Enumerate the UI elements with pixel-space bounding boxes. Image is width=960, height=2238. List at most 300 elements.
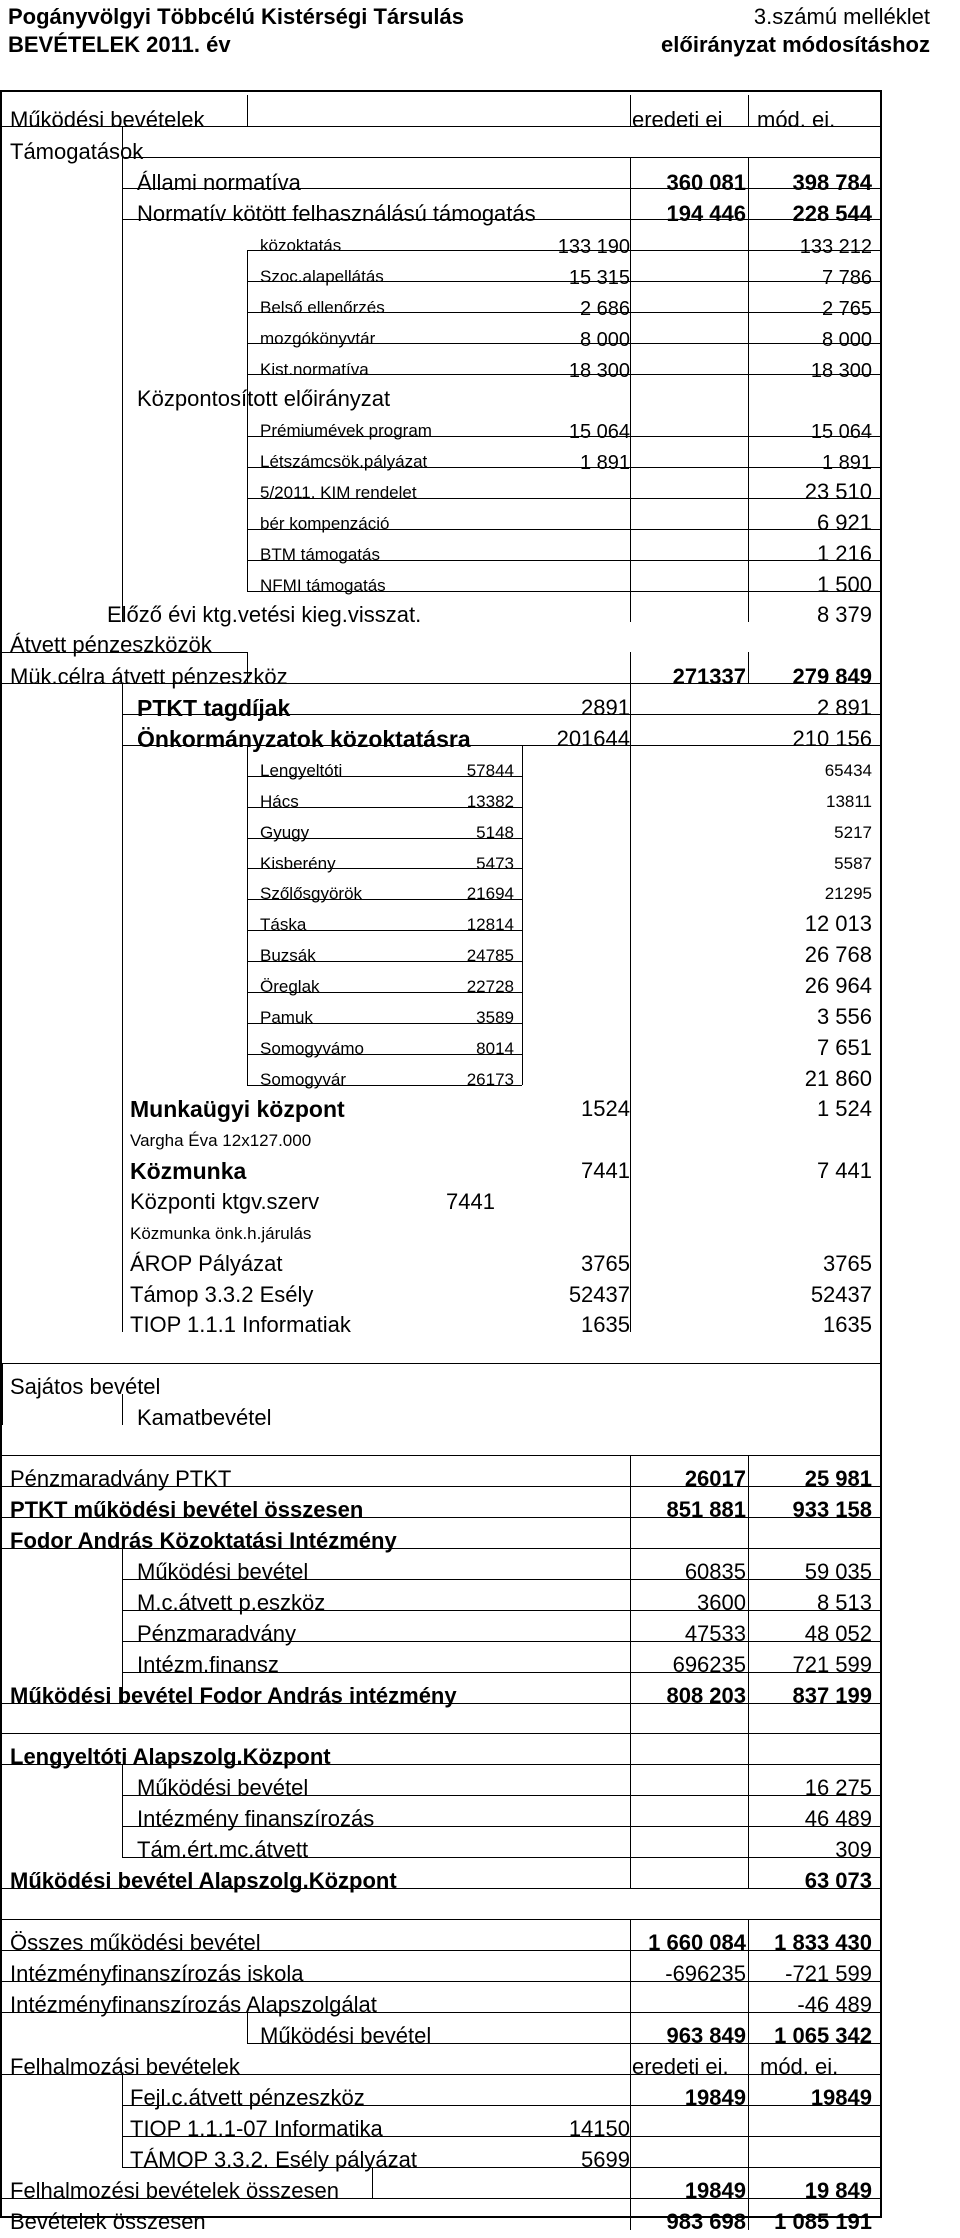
grid-line-v — [748, 157, 749, 622]
grid-line-h — [247, 281, 882, 282]
label-cell: Állami normatíva — [137, 170, 301, 195]
document-subtitle: előirányzat módosításhoz — [661, 32, 930, 57]
table-row — [2, 2052, 882, 2083]
table-row — [2, 786, 882, 817]
label-cell: Központosított előirányzat — [137, 386, 391, 411]
table-row — [2, 1495, 882, 1526]
organization-name: Pogányvölgyi Többcélú Kistérségi Társulás — [8, 4, 465, 29]
value-cell: 26173 — [466, 1070, 514, 1089]
label-cell: Kist.normatíva — [260, 360, 369, 379]
label-cell: Pénzmaradvány PTKT — [10, 1466, 232, 1491]
label-cell: Közmunka — [130, 1158, 247, 1184]
grid-line-h — [122, 219, 882, 220]
value-cell: 7 786 — [821, 267, 872, 289]
label-cell: Összes működési bevétel — [10, 1930, 261, 1955]
value-cell: 26017 — [684, 1466, 746, 1491]
table-row — [2, 1959, 882, 1990]
label-cell: Működési bevétel — [137, 1559, 309, 1584]
label-cell: Támop 3.3.2 Esély — [130, 1282, 314, 1307]
label-cell: Pamuk — [260, 1008, 313, 1027]
value-cell: 13382 — [466, 792, 514, 811]
table-row — [2, 2145, 882, 2176]
value-cell: 808 203 — [666, 1683, 746, 1708]
value-cell: 15 315 — [568, 267, 630, 289]
grid-line-v — [247, 745, 248, 1085]
value-cell: 57844 — [466, 761, 514, 780]
value-cell: 18 300 — [568, 360, 630, 382]
table-row — [2, 1990, 882, 2021]
value-cell: 7441 — [446, 1189, 495, 1214]
grid-line-v — [247, 652, 248, 683]
label-cell: Intézmény finanszírozás — [137, 1806, 375, 1831]
table-row — [2, 261, 882, 292]
grid-line-h — [247, 374, 882, 375]
grid-line-v — [748, 95, 749, 126]
table-row — [2, 878, 882, 909]
label-cell: Önkormányzatok közoktatásra — [137, 726, 471, 752]
label-cell: Támogatások — [10, 139, 144, 164]
table-row — [2, 1773, 882, 1804]
table-row — [2, 755, 882, 786]
grid-line-h — [247, 992, 522, 993]
label-cell: Felhalmozási bevételek — [10, 2054, 240, 2079]
grid-line-h — [247, 776, 522, 777]
grid-line-h — [247, 807, 522, 808]
grid-line-v — [630, 1455, 631, 1888]
label-cell: Tám.ért.mc.átvett — [137, 1837, 309, 1862]
value-cell: 63 073 — [804, 1868, 872, 1893]
value-cell: 398 784 — [792, 170, 872, 195]
label-cell: Vargha Éva 12x127.000 — [130, 1131, 312, 1150]
value-cell: 25 981 — [804, 1466, 872, 1491]
grid-line-h — [247, 591, 882, 592]
value-cell: 3765 — [823, 1251, 872, 1276]
value-cell: 5699 — [581, 2147, 630, 2172]
grid-line-h — [247, 1054, 522, 1055]
table-row — [2, 1650, 882, 1681]
value-cell: 837 199 — [792, 1683, 872, 1708]
grid-line-h — [2, 1950, 882, 1951]
value-cell: 1 891 — [821, 452, 872, 474]
label-cell: eredeti ei. — [632, 2054, 729, 2079]
label-cell: Működési bevétel Alapszolg.Központ — [10, 1868, 397, 1893]
table-row — [2, 2207, 882, 2238]
grid-line-v — [247, 95, 248, 126]
value-cell: 851 881 — [666, 1497, 746, 1522]
table-row — [2, 1557, 882, 1588]
grid-line-h — [122, 157, 882, 158]
value-cell: -46 489 — [797, 1992, 872, 2017]
value-cell: 983 698 — [666, 2209, 746, 2234]
value-cell: 228 544 — [792, 201, 872, 226]
value-cell: 1 524 — [816, 1096, 872, 1121]
label-cell: TIOP 1.1.1 Informatiak — [130, 1312, 351, 1337]
label-cell: Központi ktgv.szerv — [130, 1189, 320, 1214]
label-cell: BTM támogatás — [260, 545, 380, 564]
grid-line-h — [247, 436, 882, 437]
table-row — [2, 971, 882, 1002]
label-cell: Fodor András Közoktatási Intézmény — [10, 1528, 397, 1553]
label-cell: Kamatbevétel — [137, 1405, 272, 1430]
label-cell: Öreglak — [260, 977, 320, 996]
label-cell: ÁROP Pályázat — [130, 1251, 283, 1276]
value-cell: 194 446 — [666, 201, 746, 226]
grid-line-h — [247, 838, 522, 839]
label-cell: Felhalmozési bevételek összesen — [10, 2178, 339, 2203]
value-cell: 279 849 — [792, 664, 872, 689]
label-cell: Működési bevételek — [10, 107, 205, 132]
table-row — [2, 1187, 882, 1218]
grid-line-v — [748, 1455, 749, 1888]
label-cell: Munkaügyi központ — [130, 1096, 345, 1122]
value-cell: 52437 — [810, 1282, 872, 1307]
label-cell: Táska — [260, 915, 307, 934]
value-cell: 933 158 — [792, 1497, 872, 1522]
value-cell: 3589 — [476, 1008, 514, 1027]
grid-line-h — [247, 312, 882, 313]
label-cell: Pénzmaradvány — [137, 1621, 296, 1646]
table-row — [2, 1403, 882, 1434]
grid-line-h — [122, 1795, 882, 1796]
table-row — [2, 168, 882, 199]
value-cell: 696235 — [672, 1652, 746, 1677]
value-cell: 24785 — [466, 946, 514, 965]
table-row — [2, 1681, 882, 1712]
value-cell: 12 013 — [804, 911, 872, 936]
grid-line-v — [2, 1363, 3, 1425]
value-cell: 210 156 — [792, 726, 872, 751]
grid-line-h — [247, 560, 882, 561]
grid-line-v — [122, 683, 123, 1332]
label-cell: mód. ei. — [760, 2054, 839, 2079]
table-row — [2, 1156, 882, 1187]
grid-line-h — [2, 2012, 882, 2013]
grid-line-v — [630, 652, 631, 1332]
table-row — [2, 539, 882, 570]
table-row — [2, 2083, 882, 2114]
grid-line-h — [2, 1733, 882, 1734]
value-cell: 19849 — [684, 2085, 746, 2110]
label-cell: mozgókönyvtár — [260, 329, 376, 348]
table-row — [2, 415, 882, 446]
grid-line-h — [122, 745, 882, 746]
value-cell: 1 833 430 — [774, 1930, 872, 1955]
table-row — [2, 1002, 882, 1033]
label-cell: Belső ellenőrzés — [260, 298, 385, 317]
table-row — [2, 848, 882, 879]
table-row — [2, 724, 882, 755]
grid-line-h — [2, 652, 247, 653]
value-cell: 8 379 — [816, 602, 872, 627]
value-cell: 8 000 — [579, 329, 630, 351]
label-cell: Működési bevétel — [137, 1775, 309, 1800]
value-cell: 23 510 — [804, 479, 872, 504]
value-cell: 21295 — [824, 884, 872, 903]
value-cell: 5148 — [476, 823, 514, 842]
value-cell: 65434 — [824, 761, 872, 780]
value-cell: 3765 — [581, 1251, 630, 1276]
annex-label: 3.számú melléklet — [753, 4, 930, 29]
grid-line-v — [122, 1764, 123, 1857]
label-cell: Működési bevétel — [260, 2023, 432, 2048]
value-cell: 13811 — [825, 792, 872, 811]
value-cell: 2891 — [581, 695, 630, 720]
label-cell: Hács — [260, 792, 299, 811]
grid-line-h — [247, 2043, 882, 2044]
label-cell: Prémiumévek program — [260, 421, 432, 440]
value-cell: 26 964 — [804, 973, 872, 998]
grid-line-h — [247, 899, 522, 900]
value-cell: 19 849 — [804, 2178, 872, 2203]
table-row — [2, 570, 882, 601]
document-title: BEVÉTELEK 2011. év — [8, 32, 231, 57]
table-row — [2, 2176, 882, 2207]
value-cell: 7441 — [581, 1158, 630, 1183]
grid-line-v — [372, 2167, 373, 2198]
value-cell: 52437 — [568, 1282, 630, 1307]
label-cell: Fejl.c.átvett pénzeszköz — [130, 2085, 365, 2110]
value-cell: 1 500 — [816, 572, 872, 597]
table-row — [2, 354, 882, 385]
value-cell: 60835 — [684, 1559, 746, 1584]
value-cell: 15 064 — [810, 421, 872, 443]
label-cell: TIOP 1.1.1-07 Informatika — [130, 2116, 383, 2141]
grid-line-h — [247, 467, 882, 468]
value-cell: 5587 — [834, 854, 872, 873]
label-cell: Létszámcsök.pályázat — [260, 452, 428, 471]
table-row — [2, 446, 882, 477]
grid-line-h — [122, 1579, 882, 1580]
table-row — [2, 600, 882, 631]
value-cell: 1635 — [581, 1312, 630, 1337]
value-cell: 1635 — [823, 1312, 872, 1337]
label-cell: bér kompenzáció — [260, 514, 390, 533]
table-row — [2, 817, 882, 848]
value-cell: 3 556 — [816, 1004, 872, 1029]
value-cell: 8 000 — [821, 329, 872, 351]
table-row — [2, 1218, 882, 1249]
value-cell: 2 891 — [816, 695, 872, 720]
table-row — [2, 1280, 882, 1311]
label-cell: Átvett pénzeszközök — [10, 632, 212, 657]
label-cell: NFMI támogatás — [260, 576, 386, 595]
value-cell: 12814 — [466, 915, 514, 934]
label-cell: Előző évi ktg.vetési kieg.visszat. — [107, 602, 422, 627]
grid-line-h — [2, 2198, 882, 2199]
grid-line-h — [247, 498, 882, 499]
value-cell: 19849 — [684, 2178, 746, 2203]
grid-line-h — [2, 1764, 882, 1765]
value-cell: 2 765 — [821, 298, 872, 320]
grid-line-h — [247, 930, 522, 931]
table-row — [2, 1094, 882, 1125]
grid-line-h — [2, 1517, 882, 1518]
value-cell: 59 035 — [804, 1559, 872, 1584]
table-row — [2, 1033, 882, 1064]
value-cell: 26 768 — [804, 942, 872, 967]
label-cell: Gyugy — [260, 823, 310, 842]
grid-line-h — [2, 126, 882, 127]
label-cell: eredeti ei — [632, 107, 723, 132]
value-cell: 5217 — [834, 823, 872, 842]
value-cell: 360 081 — [666, 170, 746, 195]
table-row — [2, 2114, 882, 2145]
table-row — [2, 1835, 882, 1866]
value-cell: 6 921 — [816, 510, 872, 535]
value-cell: -721 599 — [785, 1961, 872, 1986]
table-row — [2, 909, 882, 940]
table-row — [2, 1125, 882, 1156]
label-cell: 5/2011. KIM rendelet — [260, 483, 417, 502]
value-cell: 1 085 191 — [774, 2209, 872, 2234]
value-cell: 1 065 342 — [774, 2023, 872, 2048]
table-row — [2, 384, 882, 415]
value-cell: 3600 — [697, 1590, 746, 1615]
grid-line-h — [247, 1023, 522, 1024]
grid-line-h — [247, 250, 882, 251]
grid-line-h — [122, 714, 882, 715]
label-cell: Lengyeltóti Alapszolg.Központ — [10, 1744, 331, 1769]
value-cell: 271337 — [672, 664, 746, 689]
table-row — [2, 1866, 882, 1897]
grid-line-v — [247, 2012, 248, 2043]
grid-line-h — [2, 1981, 882, 1982]
value-cell: 201644 — [556, 726, 630, 751]
label-cell: PTKT tagdíjak — [137, 695, 291, 721]
grid-line-v — [247, 250, 248, 591]
value-cell: 721 599 — [792, 1652, 872, 1677]
table-row — [2, 323, 882, 354]
table-row — [2, 1064, 882, 1095]
grid-line-h — [2, 1888, 882, 1889]
table-row — [2, 1804, 882, 1835]
label-cell: Szőlősgyörök — [260, 884, 363, 903]
label-cell: Intézm.finansz — [137, 1652, 279, 1677]
grid-line-h — [122, 1826, 882, 1827]
label-cell: Intézményfinanszírozás iskola — [10, 1961, 304, 1986]
grid-line-h — [122, 1641, 882, 1642]
grid-line-h — [2, 1486, 882, 1487]
grid-line-h — [2, 2074, 882, 2075]
value-cell: 47533 — [684, 1621, 746, 1646]
value-cell: 22728 — [466, 977, 514, 996]
value-cell: 1 660 084 — [648, 1930, 746, 1955]
grid-line-v — [630, 95, 631, 126]
value-cell: 2 686 — [579, 298, 630, 320]
value-cell: 19849 — [810, 2085, 872, 2110]
value-cell: 21 860 — [804, 1066, 872, 1091]
table-row — [2, 1249, 882, 1280]
table-row — [2, 105, 882, 136]
value-cell: 5473 — [476, 854, 514, 873]
grid-line-h — [122, 2136, 882, 2137]
table-row — [2, 137, 882, 168]
label-cell: Normatív kötött felhasználású támogatás — [137, 201, 536, 226]
grid-line-h — [122, 2105, 882, 2106]
table-row — [2, 1372, 882, 1403]
grid-line-h — [122, 1672, 882, 1673]
grid-line-v — [630, 1919, 631, 2230]
grid-line-h — [247, 343, 882, 344]
value-cell: 133 190 — [557, 236, 630, 258]
value-cell: 1 216 — [816, 541, 872, 566]
label-cell: közoktatás — [260, 236, 342, 255]
table-row — [2, 230, 882, 261]
grid-line-h — [247, 529, 882, 530]
value-cell: 133 212 — [799, 236, 872, 258]
grid-line-h — [122, 1857, 882, 1858]
label-cell: PTKT működési bevétel összesen — [10, 1497, 364, 1522]
label-cell: Mük.célra átvett pénzeszköz — [10, 664, 288, 689]
value-cell: 8014 — [476, 1039, 514, 1058]
label-cell: Somogyvár — [260, 1070, 346, 1089]
label-cell: Működési bevétel Fodor András intézmény — [10, 1683, 457, 1708]
table-row — [2, 477, 882, 508]
grid-line-h — [2, 1548, 882, 1549]
value-cell: 309 — [835, 1837, 872, 1862]
label-cell: Kisberény — [260, 854, 336, 873]
label-cell: Szoc.alapellátás — [260, 267, 384, 286]
table-row — [2, 662, 882, 693]
grid-line-h — [122, 2167, 882, 2168]
document-header — [0, 0, 960, 90]
value-cell: -696235 — [665, 1961, 746, 1986]
grid-line-v — [748, 652, 749, 683]
value-cell: 21694 — [466, 884, 514, 903]
value-cell: 18 300 — [810, 360, 872, 382]
value-cell: 1524 — [581, 1096, 630, 1121]
value-cell: 46 489 — [804, 1806, 872, 1831]
value-cell: 15 064 — [568, 421, 630, 443]
label-cell: Intézményfinanszírozás Alapszolgálat — [10, 1992, 377, 2017]
table-row — [2, 630, 882, 661]
grid-line-h — [2, 1919, 882, 1920]
grid-line-v — [122, 126, 123, 622]
value-cell: 1 891 — [579, 452, 630, 474]
grid-line-v — [748, 1919, 749, 2230]
grid-line-h — [122, 1610, 882, 1611]
grid-line-h — [2, 1363, 882, 1364]
table-row — [2, 292, 882, 323]
table-row — [2, 693, 882, 724]
grid-line-v — [122, 1394, 123, 1425]
grid-line-v — [122, 1548, 123, 1703]
table-row — [2, 2021, 882, 2052]
grid-line-v — [122, 2074, 123, 2167]
grid-line-h — [2, 1455, 882, 1456]
grid-line-h — [247, 1085, 522, 1086]
value-cell: 8 513 — [816, 1590, 872, 1615]
revenue-table — [0, 90, 882, 2234]
grid-line-h — [2, 683, 882, 684]
table-row — [2, 1928, 882, 1959]
grid-line-h — [247, 961, 522, 962]
table-row — [2, 508, 882, 539]
label-cell: mód. ei. — [757, 107, 836, 132]
label-cell: Somogyvámo — [260, 1039, 364, 1058]
value-cell: 7 651 — [816, 1035, 872, 1060]
grid-line-v — [630, 157, 631, 622]
value-cell: 7 441 — [816, 1158, 872, 1183]
table-row — [2, 1526, 882, 1557]
table-row — [2, 1619, 882, 1650]
label-cell: Közmunka önk.h.járulás — [130, 1224, 312, 1243]
label-cell: M.c.átvett p.eszköz — [137, 1590, 326, 1615]
label-cell: Buzsák — [260, 946, 316, 965]
table-row — [2, 199, 882, 230]
grid-line-h — [122, 188, 882, 189]
grid-line-h — [2, 1703, 882, 1704]
